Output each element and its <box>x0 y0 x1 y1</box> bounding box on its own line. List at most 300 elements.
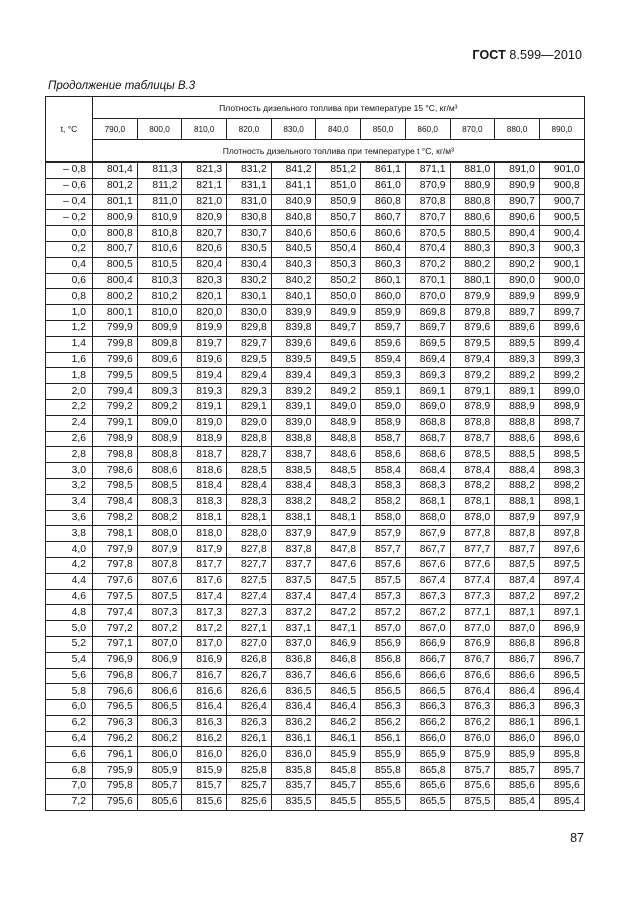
density-cell: 836,4 <box>271 700 316 716</box>
density-cell: 890,3 <box>495 241 540 257</box>
density-cell: 801,4 <box>93 162 138 178</box>
density-cell: 886,8 <box>495 636 540 652</box>
density-cell: 867,0 <box>405 621 450 637</box>
density-cell: 880,1 <box>450 273 495 289</box>
density-cell: 849,6 <box>316 336 361 352</box>
density-cell: 869,8 <box>405 305 450 321</box>
density-cell: 826,0 <box>227 747 272 763</box>
density-cell: 847,2 <box>316 605 361 621</box>
density-cell: 869,1 <box>405 384 450 400</box>
table-row <box>46 621 585 637</box>
density-cell: 840,5 <box>271 241 316 257</box>
density-cell: 801,1 <box>93 194 138 210</box>
density-cell: 849,9 <box>316 305 361 321</box>
density-cell: 851,0 <box>316 178 361 194</box>
table-row <box>46 368 585 384</box>
density-cell: 837,7 <box>271 557 316 573</box>
density-cell: 799,4 <box>93 384 138 400</box>
density-cell: 899,9 <box>539 289 584 305</box>
table-row <box>46 526 585 542</box>
density-cell: 836,2 <box>271 715 316 731</box>
density-cell: 897,9 <box>539 510 584 526</box>
density-cell: 870,0 <box>405 289 450 305</box>
density-cell: 867,7 <box>405 542 450 558</box>
density-cell: 880,2 <box>450 257 495 273</box>
density-cell: 900,3 <box>539 241 584 257</box>
density-cell: 888,6 <box>495 431 540 447</box>
table-row <box>46 636 585 652</box>
density-cell: 808,3 <box>137 494 182 510</box>
density-cell: 898,1 <box>539 494 584 510</box>
density-cell: 808,0 <box>137 526 182 542</box>
density-cell: 867,9 <box>405 526 450 542</box>
density-cell: 799,2 <box>93 399 138 415</box>
standard-prefix: ГОСТ <box>472 48 506 62</box>
density-cell: 850,9 <box>316 194 361 210</box>
density-table-body <box>46 162 585 810</box>
temperature-cell: 2,0 <box>46 384 93 400</box>
density-cell: 860,0 <box>361 289 406 305</box>
density-cell: 815,6 <box>182 794 227 810</box>
temperature-cell: 4,4 <box>46 573 93 589</box>
density-cell: 875,6 <box>450 779 495 795</box>
density-cell: 875,7 <box>450 763 495 779</box>
density-cell: 827,1 <box>227 621 272 637</box>
table-row <box>46 747 585 763</box>
density-cell: 817,6 <box>182 573 227 589</box>
density-cell: 798,8 <box>93 447 138 463</box>
density-cell: 810,2 <box>137 289 182 305</box>
density-cell: 870,9 <box>405 178 450 194</box>
density-cell: 828,5 <box>227 463 272 479</box>
density-cell: 800,5 <box>93 257 138 273</box>
density-column-header: 860,0 <box>405 119 450 140</box>
density-15-header: Плотность дизельного топлива при температуре 15 °С, кг/м³ <box>93 97 585 119</box>
density-cell: 840,9 <box>271 194 316 210</box>
temperature-cell: 4,0 <box>46 542 93 558</box>
density-cell: 900,7 <box>539 194 584 210</box>
density-cell: 795,6 <box>93 794 138 810</box>
density-cell: 859,6 <box>361 336 406 352</box>
density-cell: 846,2 <box>316 715 361 731</box>
density-cell: 859,9 <box>361 305 406 321</box>
density-cell: 897,8 <box>539 526 584 542</box>
density-cell: 817,9 <box>182 542 227 558</box>
density-cell: 848,8 <box>316 431 361 447</box>
density-cell: 896,9 <box>539 621 584 637</box>
density-cell: 811,3 <box>137 162 182 178</box>
density-cell: 837,4 <box>271 589 316 605</box>
density-cell: 879,6 <box>450 320 495 336</box>
density-cell: 877,3 <box>450 589 495 605</box>
density-cell: 800,4 <box>93 273 138 289</box>
density-cell: 805,9 <box>137 763 182 779</box>
density-cell: 798,9 <box>93 431 138 447</box>
density-cell: 796,8 <box>93 668 138 684</box>
density-cell: 879,5 <box>450 336 495 352</box>
density-cell: 856,1 <box>361 731 406 747</box>
density-cell: 886,6 <box>495 668 540 684</box>
density-cell: 865,8 <box>405 763 450 779</box>
density-cell: 887,2 <box>495 589 540 605</box>
density-cell: 880,8 <box>450 194 495 210</box>
density-cell: 820,7 <box>182 226 227 242</box>
density-cell: 890,6 <box>495 210 540 226</box>
density-cell: 896,3 <box>539 700 584 716</box>
density-cell: 900,1 <box>539 257 584 273</box>
temperature-cell: 1,2 <box>46 320 93 336</box>
density-cell: 857,9 <box>361 526 406 542</box>
density-cell: 800,8 <box>93 226 138 242</box>
density-cell: 889,2 <box>495 368 540 384</box>
density-column-header: 830,0 <box>271 119 316 140</box>
density-cell: 897,2 <box>539 589 584 605</box>
density-cell: 889,5 <box>495 336 540 352</box>
table-row <box>46 399 585 415</box>
density-cell: 829,7 <box>227 336 272 352</box>
density-cell: 829,4 <box>227 368 272 384</box>
temperature-cell: 3,4 <box>46 494 93 510</box>
density-cell: 825,8 <box>227 763 272 779</box>
temperature-cell: – 0,4 <box>46 194 93 210</box>
density-cell: 846,5 <box>316 684 361 700</box>
density-cell: 850,6 <box>316 226 361 242</box>
density-cell: 878,0 <box>450 510 495 526</box>
density-cell: 810,9 <box>137 210 182 226</box>
density-cell: 900,5 <box>539 210 584 226</box>
standard-designation <box>472 48 582 62</box>
density-cell: 898,9 <box>539 399 584 415</box>
density-cell: 886,7 <box>495 652 540 668</box>
density-cell: 837,5 <box>271 573 316 589</box>
table-row <box>46 447 585 463</box>
density-cell: 799,6 <box>93 352 138 368</box>
density-cell: 827,3 <box>227 605 272 621</box>
density-cell: 877,0 <box>450 621 495 637</box>
density-cell: 796,5 <box>93 700 138 716</box>
temperature-cell: 3,6 <box>46 510 93 526</box>
density-cell: 848,1 <box>316 510 361 526</box>
density-cell: 817,3 <box>182 605 227 621</box>
density-cell: 818,6 <box>182 463 227 479</box>
density-cell: 876,6 <box>450 668 495 684</box>
density-cell: 816,2 <box>182 731 227 747</box>
density-cell: 796,3 <box>93 715 138 731</box>
table-row <box>46 320 585 336</box>
density-cell: 849,3 <box>316 368 361 384</box>
density-cell: 887,1 <box>495 605 540 621</box>
density-cell: 868,6 <box>405 447 450 463</box>
density-cell: 876,3 <box>450 700 495 716</box>
density-cell: 891,0 <box>495 162 540 178</box>
table-row <box>46 731 585 747</box>
density-cell: 866,3 <box>405 700 450 716</box>
density-cell: 847,5 <box>316 573 361 589</box>
density-cell: 877,8 <box>450 526 495 542</box>
temperature-cell: 5,6 <box>46 668 93 684</box>
density-cell: 796,9 <box>93 652 138 668</box>
density-cell: 835,8 <box>271 763 316 779</box>
density-cell: 890,4 <box>495 226 540 242</box>
density-cell: 826,3 <box>227 715 272 731</box>
density-cell: 896,7 <box>539 652 584 668</box>
density-cell: 859,0 <box>361 399 406 415</box>
density-cell: 826,8 <box>227 652 272 668</box>
density-cell: 819,7 <box>182 336 227 352</box>
density-cell: 816,0 <box>182 747 227 763</box>
density-cell: 820,0 <box>182 305 227 321</box>
density-cell: 871,1 <box>405 162 450 178</box>
table-row <box>46 652 585 668</box>
density-cell: 889,3 <box>495 352 540 368</box>
density-cell: 818,9 <box>182 431 227 447</box>
density-cell: 810,3 <box>137 273 182 289</box>
density-cell: 821,3 <box>182 162 227 178</box>
density-cell: 830,8 <box>227 210 272 226</box>
density-cell: 850,0 <box>316 289 361 305</box>
density-cell: 807,2 <box>137 621 182 637</box>
density-columns-row <box>46 119 585 140</box>
density-cell: 841,2 <box>271 162 316 178</box>
density-cell: 800,7 <box>93 241 138 257</box>
density-cell: 838,5 <box>271 463 316 479</box>
density-cell: 799,1 <box>93 415 138 431</box>
density-cell: 869,7 <box>405 320 450 336</box>
density-cell: 836,5 <box>271 684 316 700</box>
density-cell: 818,7 <box>182 447 227 463</box>
density-cell: 797,8 <box>93 557 138 573</box>
density-cell: 876,4 <box>450 684 495 700</box>
density-cell: 798,2 <box>93 510 138 526</box>
density-cell: 836,1 <box>271 731 316 747</box>
table-row <box>46 573 585 589</box>
density-cell: 899,0 <box>539 384 584 400</box>
density-cell: 841,1 <box>271 178 316 194</box>
density-cell: 809,2 <box>137 399 182 415</box>
density-cell: 870,2 <box>405 257 450 273</box>
density-cell: 838,8 <box>271 431 316 447</box>
density-cell: 890,9 <box>495 178 540 194</box>
density-cell: 828,7 <box>227 447 272 463</box>
density-cell: 840,6 <box>271 226 316 242</box>
density-cell: 898,5 <box>539 447 584 463</box>
density-cell: 836,8 <box>271 652 316 668</box>
density-cell: 889,6 <box>495 320 540 336</box>
density-cell: 855,8 <box>361 763 406 779</box>
density-cell: 859,7 <box>361 320 406 336</box>
density-cell: 836,0 <box>271 747 316 763</box>
density-cell: 838,7 <box>271 447 316 463</box>
density-cell: 818,1 <box>182 510 227 526</box>
density-cell: 885,7 <box>495 763 540 779</box>
density-column-header: 790,0 <box>93 119 138 140</box>
density-cell: 835,5 <box>271 794 316 810</box>
temperature-cell: 4,8 <box>46 605 93 621</box>
density-cell: 898,2 <box>539 478 584 494</box>
density-cell: 808,2 <box>137 510 182 526</box>
density-cell: 899,3 <box>539 352 584 368</box>
density-cell: 797,9 <box>93 542 138 558</box>
density-cell: 899,2 <box>539 368 584 384</box>
density-cell: 796,2 <box>93 731 138 747</box>
temperature-cell: – 0,2 <box>46 210 93 226</box>
density-cell: 866,9 <box>405 636 450 652</box>
density-cell: 798,6 <box>93 463 138 479</box>
density-cell: 877,6 <box>450 557 495 573</box>
table-row <box>46 273 585 289</box>
density-cell: 885,4 <box>495 794 540 810</box>
density-cell: 887,4 <box>495 573 540 589</box>
density-cell: 849,7 <box>316 320 361 336</box>
density-cell: 840,1 <box>271 289 316 305</box>
density-cell: 830,2 <box>227 273 272 289</box>
density-cell: 860,3 <box>361 257 406 273</box>
density-cell: 806,5 <box>137 700 182 716</box>
density-column-header: 880,0 <box>495 119 540 140</box>
density-column-header: 810,0 <box>182 119 227 140</box>
density-cell: 899,7 <box>539 305 584 321</box>
density-cell: 821,0 <box>182 194 227 210</box>
density-cell: 896,0 <box>539 731 584 747</box>
temperature-cell: 7,2 <box>46 794 93 810</box>
density-cell: 805,7 <box>137 779 182 795</box>
density-cell: 850,4 <box>316 241 361 257</box>
density-cell: 878,7 <box>450 431 495 447</box>
temperature-cell: 1,6 <box>46 352 93 368</box>
density-cell: 830,5 <box>227 241 272 257</box>
density-cell: 846,6 <box>316 668 361 684</box>
temperature-cell: 4,2 <box>46 557 93 573</box>
density-cell: 839,9 <box>271 305 316 321</box>
density-cell: 866,5 <box>405 684 450 700</box>
temperature-cell: 6,2 <box>46 715 93 731</box>
density-cell: 850,3 <box>316 257 361 273</box>
density-cell: 829,5 <box>227 352 272 368</box>
density-cell: 897,1 <box>539 605 584 621</box>
density-cell: 890,7 <box>495 194 540 210</box>
table-row <box>46 289 585 305</box>
density-cell: 878,8 <box>450 415 495 431</box>
temperature-cell: 5,4 <box>46 652 93 668</box>
density-cell: 840,3 <box>271 257 316 273</box>
density-cell: 847,6 <box>316 557 361 573</box>
density-cell: 865,6 <box>405 779 450 795</box>
density-cell: 816,7 <box>182 668 227 684</box>
density-cell: 878,4 <box>450 463 495 479</box>
density-cell: 857,5 <box>361 573 406 589</box>
density-cell: 898,3 <box>539 463 584 479</box>
temperature-cell: 2,8 <box>46 447 93 463</box>
temperature-cell: 5,0 <box>46 621 93 637</box>
standard-number: 8.599—2010 <box>509 48 582 62</box>
density-cell: 837,2 <box>271 605 316 621</box>
density-cell: 880,9 <box>450 178 495 194</box>
density-cell: 807,5 <box>137 589 182 605</box>
temperature-cell: 6,4 <box>46 731 93 747</box>
density-cell: 861,0 <box>361 178 406 194</box>
density-cell: 826,6 <box>227 684 272 700</box>
density-cell: 896,8 <box>539 636 584 652</box>
density-cell: 826,4 <box>227 700 272 716</box>
density-cell: 860,1 <box>361 273 406 289</box>
density-cell: 799,8 <box>93 336 138 352</box>
density-cell: 827,5 <box>227 573 272 589</box>
density-cell: 886,3 <box>495 700 540 716</box>
density-cell: 876,2 <box>450 715 495 731</box>
density-cell: 858,9 <box>361 415 406 431</box>
density-cell: 811,2 <box>137 178 182 194</box>
density-t-header: Плотность дизельного топлива при температуре t °С, кг/м³ <box>93 140 585 163</box>
density-cell: 837,8 <box>271 542 316 558</box>
density-cell: 880,6 <box>450 210 495 226</box>
density-cell: 859,3 <box>361 368 406 384</box>
density-cell: 828,4 <box>227 478 272 494</box>
density-cell: 838,4 <box>271 478 316 494</box>
density-cell: 819,0 <box>182 415 227 431</box>
density-cell: 797,6 <box>93 573 138 589</box>
density-cell: 888,9 <box>495 399 540 415</box>
density-cell: 800,9 <box>93 210 138 226</box>
density-cell: 866,2 <box>405 715 450 731</box>
density-cell: 858,6 <box>361 447 406 463</box>
density-cell: 839,1 <box>271 399 316 415</box>
density-cell: 815,9 <box>182 763 227 779</box>
density-cell: 888,5 <box>495 447 540 463</box>
density-cell: 880,3 <box>450 241 495 257</box>
density-cell: 897,5 <box>539 557 584 573</box>
density-cell: 867,4 <box>405 573 450 589</box>
density-cell: 816,3 <box>182 715 227 731</box>
table-row <box>46 542 585 558</box>
density-cell: 868,3 <box>405 478 450 494</box>
density-cell: 868,0 <box>405 510 450 526</box>
density-cell: 839,2 <box>271 384 316 400</box>
density-cell: 831,2 <box>227 162 272 178</box>
density-cell: 860,6 <box>361 226 406 242</box>
temperature-cell: 5,8 <box>46 684 93 700</box>
density-column-header: 800,0 <box>137 119 182 140</box>
density-cell: 808,9 <box>137 431 182 447</box>
density-cell: 879,4 <box>450 352 495 368</box>
density-cell: 806,2 <box>137 731 182 747</box>
density-cell: 847,1 <box>316 621 361 637</box>
density-cell: 848,9 <box>316 415 361 431</box>
table-row <box>46 715 585 731</box>
table-row <box>46 510 585 526</box>
density-cell: 898,7 <box>539 415 584 431</box>
density-cell: 869,0 <box>405 399 450 415</box>
density-cell: 896,4 <box>539 684 584 700</box>
density-column-header: 840,0 <box>316 119 361 140</box>
density-cell: 800,2 <box>93 289 138 305</box>
density-cell: 797,5 <box>93 589 138 605</box>
temperature-cell: 2,4 <box>46 415 93 431</box>
density-cell: 868,4 <box>405 463 450 479</box>
density-cell: 848,6 <box>316 447 361 463</box>
table-row <box>46 557 585 573</box>
temperature-cell: 3,0 <box>46 463 93 479</box>
density-cell: 828,3 <box>227 494 272 510</box>
temperature-cell: 2,2 <box>46 399 93 415</box>
temperature-cell: 6,0 <box>46 700 93 716</box>
density-cell: 855,9 <box>361 747 406 763</box>
table-row <box>46 589 585 605</box>
density-cell: 839,6 <box>271 336 316 352</box>
table-row <box>46 210 585 226</box>
temperature-cell: 2,6 <box>46 431 93 447</box>
density-cell: 879,9 <box>450 289 495 305</box>
density-cell: 806,3 <box>137 715 182 731</box>
